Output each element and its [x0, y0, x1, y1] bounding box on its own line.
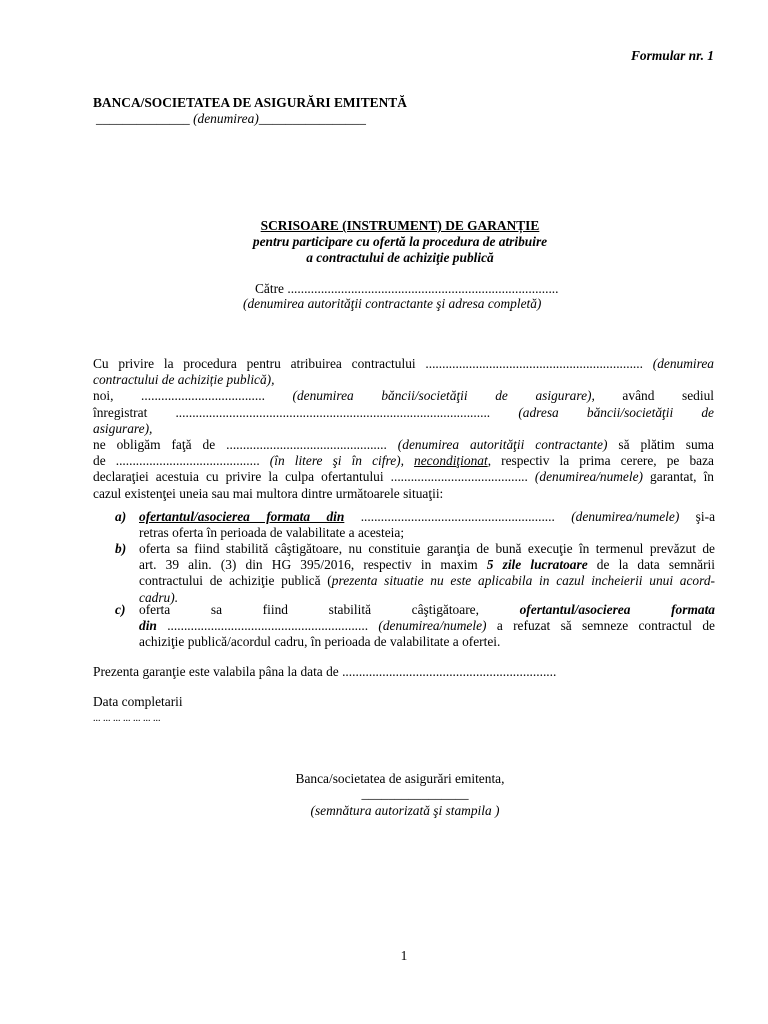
body-line-7: de ........................................... (în litere şi în cifre), necondiţionat, respectiv la prima cerere, pe baza [93, 453, 714, 469]
guarantee-paragraph [93, 356, 714, 502]
title-main: SCRISOARE (INSTRUMENT) DE GARANȚIE [260, 218, 540, 233]
validity-statement: Prezenta garanţie este valabila pâna la data de ................................................................ [93, 664, 557, 679]
item-b-line-2: art. 39 alin. (3) din HG 395/2016, respectiv in maxim 5 zile lucratoare de la data semnării [139, 557, 715, 573]
list-item-b [115, 541, 715, 606]
addressee-line: Către ................................................................................. [255, 281, 559, 296]
page-number: 1 [400, 948, 408, 963]
signature-note: (semnătura autorizată şi stampila ) [310, 803, 500, 818]
title-sub2: a contractului de achiziţie publică [306, 250, 494, 266]
signature-issuer: Banca/societatea de asigurări emitenta, [295, 771, 505, 786]
signature-line: ________________ [361, 786, 469, 801]
item-c-line-1: oferta sa fiind stabilită câştigătoare, ofertantul/asocierea formata [139, 602, 715, 617]
body-line-2: contractului de achiziție publică), [93, 372, 275, 388]
item-a-line-1: ofertantul/asocierea formata din .......................................................... (denumirea/numele) şi-a [139, 509, 716, 524]
body-line-8: declaraţiei acestuia cu privire la culpa ofertantului ......................................... (denumirea/numele) garantat, în [93, 469, 714, 485]
list-item-c [115, 602, 715, 651]
item-b-line-3: contractului de achiziţie publică (prezenta situatie nu este aplicabila in cazul incheierii unui acord- [139, 573, 715, 589]
date-placeholder: ... ... ... ... ... ... ... [93, 713, 161, 724]
item-b-line-1: oferta sa fiind stabilită câştigătoare, nu constituie garanţia de bună execuţie în termenul prevăzut de [139, 541, 715, 556]
body-line-9: cazul existenţei uneia sau mai multora dintre următoarele situaţii: [93, 485, 444, 501]
body-line-3: noi, ..................................... (denumirea băncii/societăţii de asigurare), având sediul [93, 388, 714, 404]
item-label-c: c) [115, 602, 126, 617]
body-line-5: asigurare), [93, 420, 153, 436]
issuer-name-line: ______________ (denumirea)________________ [96, 111, 366, 126]
body-line-1: Cu privire la procedura pentru atribuirea contractului ................................................................. (denumirea [93, 356, 714, 371]
item-a-line-2: retras oferta în perioada de valabilitate a acesteia; [139, 525, 405, 541]
body-line-4: înregistrat .............................................................................................. (adresa băncii/societăţii de [93, 404, 714, 420]
form-number: Formular nr. 1 [631, 48, 714, 63]
item-label-a: a) [115, 509, 127, 524]
addressee-note: (denumirea autorităţii contractante şi adresa completă) [243, 296, 542, 311]
document-title [100, 218, 700, 267]
item-label-b: b) [115, 541, 127, 556]
title-sub1: pentru participare cu ofertă la procedura de atribuire [252, 234, 548, 250]
item-c-line-3: achiziţie publică/acordul cadru, în perioada de valabilitate a ofertei. [139, 634, 501, 650]
date-label: Data completarii [93, 694, 183, 709]
item-c-line-2: din ............................................................ (denumirea/numele) a refuzat să semneze contractul de [139, 618, 715, 634]
item-b-line-4: cadru). [139, 589, 179, 605]
body-line-6: ne obligăm faţă de ................................................ (denumirea autorităţii contractante) să plătim suma [93, 437, 714, 453]
list-item-a [115, 509, 715, 541]
issuer-heading: BANCA/SOCIETATEA DE ASIGURĂRI EMITENTĂ [93, 95, 407, 110]
